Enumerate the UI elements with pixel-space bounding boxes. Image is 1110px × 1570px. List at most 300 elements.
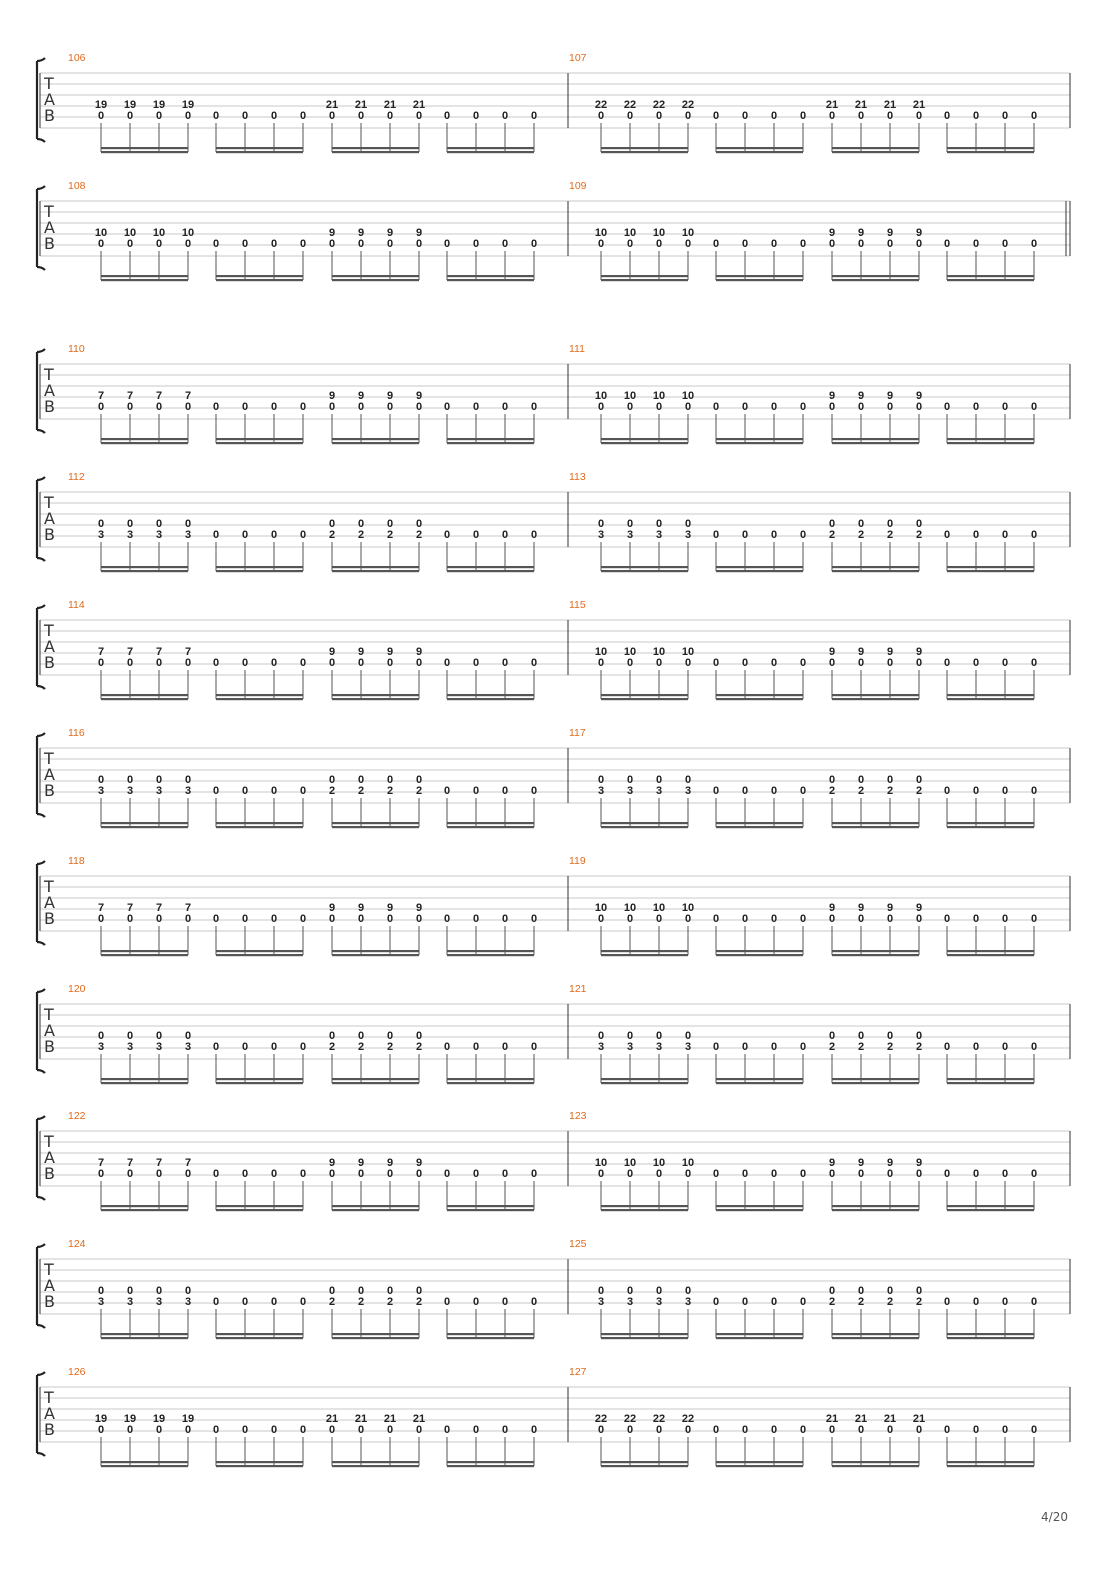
fret-number: 21: [883, 1413, 897, 1425]
fret-number: 0: [126, 657, 134, 669]
fret-number: 2: [328, 1041, 336, 1053]
fret-number: 0: [415, 518, 423, 530]
fret-number: 2: [828, 1296, 836, 1308]
fret-number: 0: [915, 401, 923, 413]
fret-number: 2: [828, 529, 836, 541]
fret-number: 2: [357, 1041, 365, 1053]
fret-number: 0: [328, 238, 336, 250]
tab-clef-letter: T: [44, 493, 54, 512]
note-beam: [216, 950, 303, 952]
fret-number: 0: [770, 913, 778, 925]
fret-number: 0: [270, 1168, 278, 1180]
note-beam: [332, 151, 419, 153]
fret-number: 0: [886, 518, 894, 530]
fret-number: 0: [597, 1424, 605, 1436]
fret-number: 0: [655, 913, 663, 925]
note-beam: [601, 275, 688, 277]
fret-number: 0: [1030, 913, 1038, 925]
fret-number: 0: [1001, 913, 1009, 925]
measure-number: 118: [68, 855, 85, 867]
fret-number: 0: [741, 110, 749, 122]
fret-number: 3: [684, 785, 692, 797]
fret-number: 0: [655, 1030, 663, 1042]
fret-number: 0: [97, 110, 105, 122]
fret-number: 0: [943, 1424, 951, 1436]
tab-system: [37, 52, 1070, 153]
note-beam: [947, 570, 1034, 572]
fret-number: 10: [623, 1157, 637, 1169]
fret-number: 7: [97, 646, 105, 658]
fret-number: 0: [184, 657, 192, 669]
note-beam: [447, 950, 534, 952]
note-beam: [332, 570, 419, 572]
fret-number: 0: [915, 110, 923, 122]
fret-number: 7: [97, 1157, 105, 1169]
fret-number: 9: [415, 227, 423, 239]
note-beam: [216, 566, 303, 568]
note-beam: [716, 1461, 803, 1463]
fret-number: 0: [597, 774, 605, 786]
fret-number: 0: [155, 1168, 163, 1180]
fret-number: 0: [501, 913, 509, 925]
fret-number: 10: [181, 227, 195, 239]
fret-number: 0: [415, 401, 423, 413]
fret-number: 0: [357, 238, 365, 250]
note-beam: [601, 438, 688, 440]
fret-number: 0: [97, 1168, 105, 1180]
fret-number: 0: [241, 1296, 249, 1308]
fret-number: 0: [915, 518, 923, 530]
fret-number: 0: [712, 529, 720, 541]
fret-number: 0: [270, 913, 278, 925]
tab-clef-letter: B: [44, 1037, 55, 1056]
fret-number: 9: [357, 646, 365, 658]
tab-clef-letter: A: [44, 381, 55, 400]
note-beam: [101, 442, 188, 444]
fret-number: 0: [597, 1030, 605, 1042]
note-beam: [832, 1078, 919, 1080]
fret-number: 2: [386, 1296, 394, 1308]
fret-number: 3: [97, 529, 105, 541]
note-beam: [601, 822, 688, 824]
note-beam: [832, 694, 919, 696]
fret-number: 22: [594, 99, 608, 111]
tab-clef-letter: A: [44, 90, 55, 109]
note-beam: [947, 698, 1034, 700]
fret-number: 2: [386, 529, 394, 541]
fret-number: 0: [270, 657, 278, 669]
note-beam: [332, 1333, 419, 1335]
fret-number: 0: [270, 401, 278, 413]
fret-number: 0: [943, 238, 951, 250]
fret-number: 0: [597, 1285, 605, 1297]
fret-number: 0: [299, 529, 307, 541]
measure-number: 123: [569, 1110, 587, 1122]
fret-number: 2: [886, 1041, 894, 1053]
fret-number: 0: [1001, 1168, 1009, 1180]
fret-number: 0: [712, 401, 720, 413]
note-beam: [832, 826, 919, 828]
fret-number: 0: [184, 518, 192, 530]
fret-number: 9: [915, 227, 923, 239]
fret-number: 0: [126, 1285, 134, 1297]
note-beam: [101, 698, 188, 700]
fret-number: 0: [328, 1030, 336, 1042]
note-beam: [447, 694, 534, 696]
note-beam: [601, 442, 688, 444]
fret-number: 0: [1001, 110, 1009, 122]
fret-number: 0: [241, 1424, 249, 1436]
fret-number: 0: [270, 1041, 278, 1053]
note-beam: [832, 822, 919, 824]
fret-number: 0: [1030, 1424, 1038, 1436]
fret-number: 0: [270, 529, 278, 541]
fret-number: 0: [501, 657, 509, 669]
fret-number: 0: [684, 238, 692, 250]
fret-number: 0: [97, 401, 105, 413]
fret-number: 2: [857, 785, 865, 797]
fret-number: 0: [241, 913, 249, 925]
note-beam: [216, 1205, 303, 1207]
fret-number: 7: [126, 1157, 134, 1169]
fret-number: 0: [357, 110, 365, 122]
fret-number: 0: [386, 110, 394, 122]
fret-number: 2: [828, 1041, 836, 1053]
fret-number: 0: [299, 238, 307, 250]
fret-number: 0: [828, 238, 836, 250]
tab-clef-letter: A: [44, 1276, 55, 1295]
note-beam: [716, 442, 803, 444]
fret-number: 0: [1001, 657, 1009, 669]
note-beam: [447, 1082, 534, 1084]
fret-number: 0: [299, 785, 307, 797]
tab-clef-letter: T: [44, 1388, 54, 1407]
fret-number: 3: [655, 1296, 663, 1308]
fret-number: 0: [415, 110, 423, 122]
fret-number: 0: [1030, 1041, 1038, 1053]
fret-number: 9: [386, 902, 394, 914]
fret-number: 0: [857, 1030, 865, 1042]
fret-number: 10: [681, 390, 695, 402]
fret-number: 10: [152, 227, 166, 239]
fret-number: 9: [915, 390, 923, 402]
fret-number: 0: [443, 1296, 451, 1308]
tab-clef-letter: B: [44, 234, 55, 253]
note-beam: [601, 570, 688, 572]
fret-number: 10: [652, 646, 666, 658]
fret-number: 10: [623, 390, 637, 402]
tab-clef-letter: A: [44, 1404, 55, 1423]
note-beam: [447, 822, 534, 824]
fret-number: 0: [655, 110, 663, 122]
fret-number: 0: [741, 913, 749, 925]
fret-number: 0: [770, 1168, 778, 1180]
fret-number: 2: [357, 1296, 365, 1308]
note-beam: [447, 570, 534, 572]
note-beam: [447, 954, 534, 956]
fret-number: 0: [328, 110, 336, 122]
note-beam: [947, 151, 1034, 153]
note-beam: [447, 1333, 534, 1335]
fret-number: 19: [123, 99, 137, 111]
note-beam: [332, 694, 419, 696]
note-beam: [216, 822, 303, 824]
fret-number: 0: [828, 774, 836, 786]
fret-number: 9: [857, 390, 865, 402]
fret-number: 0: [799, 1424, 807, 1436]
fret-number: 0: [972, 657, 980, 669]
note-beam: [601, 1082, 688, 1084]
note-beam: [716, 826, 803, 828]
fret-number: 19: [181, 1413, 195, 1425]
fret-number: 0: [972, 401, 980, 413]
fret-number: 9: [386, 646, 394, 658]
fret-number: 0: [799, 657, 807, 669]
note-beam: [716, 694, 803, 696]
note-beam: [447, 566, 534, 568]
fret-number: 0: [184, 401, 192, 413]
fret-number: 0: [328, 401, 336, 413]
fret-number: 9: [886, 902, 894, 914]
note-beam: [601, 1209, 688, 1211]
fret-number: 0: [770, 1041, 778, 1053]
fret-number: 0: [530, 1168, 538, 1180]
tab-system: [37, 1238, 1070, 1339]
fret-number: 2: [857, 1041, 865, 1053]
note-beam: [832, 151, 919, 153]
fret-number: 0: [655, 518, 663, 530]
tab-clef-letter: B: [44, 781, 55, 800]
fret-number: 2: [857, 1296, 865, 1308]
fret-number: 0: [626, 657, 634, 669]
fret-number: 21: [912, 99, 926, 111]
fret-number: 3: [97, 1296, 105, 1308]
fret-number: 0: [126, 1030, 134, 1042]
fret-number: 0: [357, 401, 365, 413]
measure-number: 119: [569, 855, 586, 867]
tab-clef-letter: A: [44, 509, 55, 528]
fret-number: 7: [97, 902, 105, 914]
fret-number: 0: [684, 1168, 692, 1180]
fret-number: 0: [712, 657, 720, 669]
note-beam: [832, 1209, 919, 1211]
note-beam: [101, 1333, 188, 1335]
fret-number: 21: [883, 99, 897, 111]
note-beam: [832, 442, 919, 444]
note-beam: [216, 1461, 303, 1463]
fret-number: 0: [530, 1424, 538, 1436]
note-beam: [832, 1082, 919, 1084]
fret-number: 0: [241, 785, 249, 797]
measure-number: 121: [569, 983, 587, 995]
fret-number: 0: [712, 1424, 720, 1436]
fret-number: 0: [684, 1285, 692, 1297]
fret-number: 9: [828, 902, 836, 914]
fret-number: 0: [241, 238, 249, 250]
note-beam: [332, 954, 419, 956]
fret-number: 9: [915, 902, 923, 914]
fret-number: 9: [328, 390, 336, 402]
fret-number: 0: [684, 774, 692, 786]
fret-number: 0: [1030, 657, 1038, 669]
fret-number: 0: [655, 1285, 663, 1297]
fret-number: 9: [386, 1157, 394, 1169]
tab-system: [37, 180, 1070, 281]
fret-number: 10: [681, 902, 695, 914]
fret-number: 22: [594, 1413, 608, 1425]
fret-number: 10: [623, 227, 637, 239]
note-beam: [832, 566, 919, 568]
fret-number: 0: [184, 1030, 192, 1042]
fret-number: 0: [770, 529, 778, 541]
measure-number: 112: [68, 471, 85, 483]
fret-number: 21: [412, 99, 426, 111]
fret-number: 21: [854, 99, 868, 111]
fret-number: 0: [886, 1285, 894, 1297]
fret-number: 0: [155, 913, 163, 925]
fret-number: 0: [799, 110, 807, 122]
fret-number: 9: [915, 1157, 923, 1169]
fret-number: 0: [972, 238, 980, 250]
note-beam: [447, 279, 534, 281]
fret-number: 0: [684, 1424, 692, 1436]
note-beam: [716, 1209, 803, 1211]
fret-number: 0: [857, 657, 865, 669]
fret-number: 21: [383, 1413, 397, 1425]
note-beam: [447, 442, 534, 444]
note-beam: [947, 822, 1034, 824]
note-beam: [447, 826, 534, 828]
fret-number: 3: [97, 1041, 105, 1053]
fret-number: 10: [594, 1157, 608, 1169]
fret-number: 0: [530, 110, 538, 122]
fret-number: 3: [155, 529, 163, 541]
note-beam: [947, 1333, 1034, 1335]
fret-number: 0: [684, 401, 692, 413]
fret-number: 0: [828, 1030, 836, 1042]
fret-number: 3: [597, 529, 605, 541]
fret-number: 0: [915, 238, 923, 250]
fret-number: 3: [626, 1296, 634, 1308]
fret-number: 0: [828, 657, 836, 669]
fret-number: 0: [472, 401, 480, 413]
note-beam: [947, 275, 1034, 277]
fret-number: 0: [184, 110, 192, 122]
fret-number: 0: [270, 1424, 278, 1436]
fret-number: 0: [415, 913, 423, 925]
tab-clef-letter: T: [44, 1132, 54, 1151]
note-beam: [332, 1337, 419, 1339]
fret-number: 3: [597, 1296, 605, 1308]
tab-clef-letter: B: [44, 1292, 55, 1311]
fret-number: 7: [126, 390, 134, 402]
note-beam: [332, 822, 419, 824]
fret-number: 9: [328, 646, 336, 658]
fret-number: 0: [1001, 1424, 1009, 1436]
fret-number: 0: [857, 1168, 865, 1180]
fret-number: 0: [270, 110, 278, 122]
fret-number: 0: [212, 529, 220, 541]
note-beam: [601, 279, 688, 281]
fret-number: 0: [299, 657, 307, 669]
tab-clef-letter: A: [44, 218, 55, 237]
note-beam: [332, 279, 419, 281]
fret-number: 0: [241, 110, 249, 122]
fret-number: 0: [155, 1030, 163, 1042]
fret-number: 0: [915, 913, 923, 925]
note-beam: [716, 822, 803, 824]
fret-number: 0: [530, 1296, 538, 1308]
fret-number: 0: [357, 1168, 365, 1180]
fret-number: 0: [328, 774, 336, 786]
fret-number: 0: [241, 657, 249, 669]
note-beam: [947, 1465, 1034, 1467]
fret-number: 2: [915, 1041, 923, 1053]
note-beam: [832, 147, 919, 149]
fret-number: 0: [472, 110, 480, 122]
fret-number: 3: [684, 1041, 692, 1053]
fret-number: 0: [386, 1168, 394, 1180]
fret-number: 0: [857, 913, 865, 925]
note-beam: [716, 1333, 803, 1335]
fret-number: 0: [684, 110, 692, 122]
note-beam: [101, 950, 188, 952]
fret-number: 0: [126, 1424, 134, 1436]
fret-number: 0: [212, 1041, 220, 1053]
note-beam: [447, 698, 534, 700]
note-beam: [447, 151, 534, 153]
fret-number: 3: [126, 529, 134, 541]
tab-clef-letter: B: [44, 525, 55, 544]
fret-number: 3: [184, 529, 192, 541]
fret-number: 0: [270, 238, 278, 250]
fret-number: 10: [594, 390, 608, 402]
note-beam: [601, 950, 688, 952]
fret-number: 3: [684, 529, 692, 541]
fret-number: 19: [94, 1413, 108, 1425]
fret-number: 0: [915, 1168, 923, 1180]
fret-number: 10: [94, 227, 108, 239]
note-beam: [601, 1205, 688, 1207]
fret-number: 22: [623, 99, 637, 111]
fret-number: 0: [530, 913, 538, 925]
fret-number: 3: [597, 1041, 605, 1053]
fret-number: 21: [383, 99, 397, 111]
note-beam: [601, 954, 688, 956]
note-beam: [832, 279, 919, 281]
note-beam: [216, 570, 303, 572]
fret-number: 0: [626, 1424, 634, 1436]
tab-clef-letter: A: [44, 637, 55, 656]
fret-number: 0: [415, 1030, 423, 1042]
fret-number: 0: [328, 657, 336, 669]
fret-number: 0: [530, 401, 538, 413]
fret-number: 0: [684, 1030, 692, 1042]
note-beam: [216, 1333, 303, 1335]
fret-number: 0: [712, 1296, 720, 1308]
note-beam: [332, 442, 419, 444]
fret-number: 10: [594, 902, 608, 914]
fret-number: 0: [184, 238, 192, 250]
fret-number: 0: [943, 785, 951, 797]
fret-number: 0: [472, 1041, 480, 1053]
fret-number: 9: [857, 1157, 865, 1169]
fret-number: 0: [857, 401, 865, 413]
note-beam: [332, 826, 419, 828]
fret-number: 0: [1030, 110, 1038, 122]
fret-number: 0: [1001, 1296, 1009, 1308]
note-beam: [716, 438, 803, 440]
